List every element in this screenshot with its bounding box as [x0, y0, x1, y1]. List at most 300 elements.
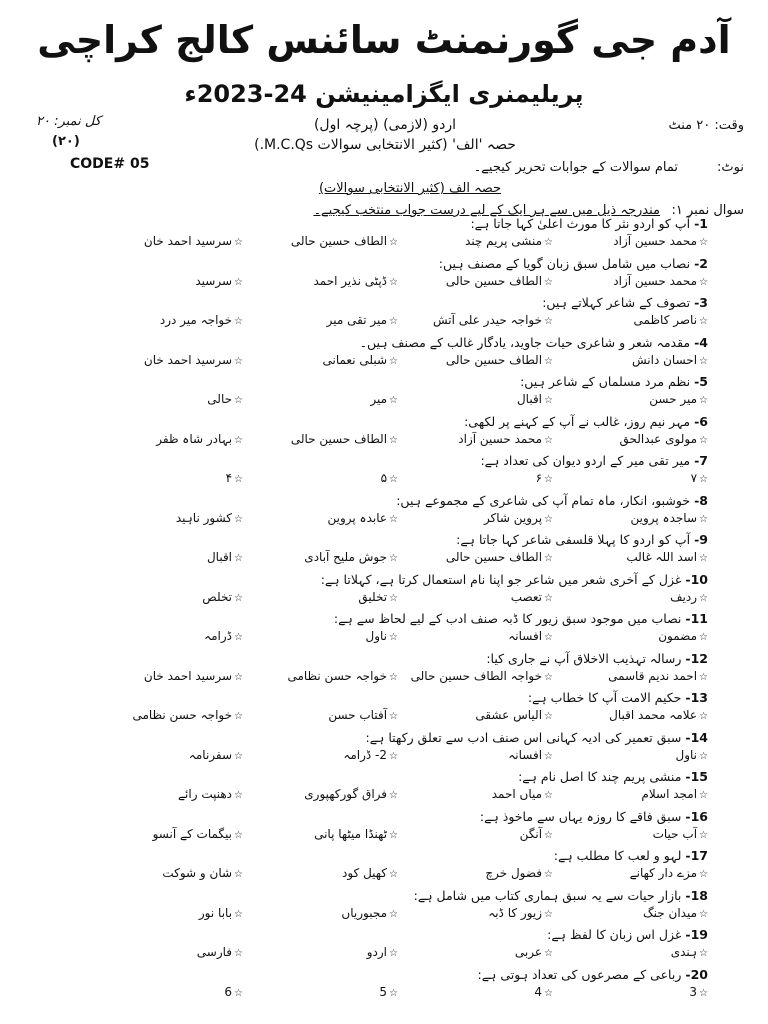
- option-label: اردو: [366, 945, 388, 959]
- answer-option[interactable]: [398, 906, 553, 920]
- option-label: مجبوریاں: [341, 905, 388, 920]
- question-prompt: آپ کو اردو نثر کا مورث اعلیٰ کہا جاتا ہے:: [470, 216, 691, 231]
- answer-option[interactable]: [398, 590, 553, 604]
- question-text: [480, 809, 708, 824]
- star-icon: ☆: [234, 987, 243, 999]
- answer-option[interactable]: [398, 748, 553, 762]
- question-prompt: غزل اس زبان کا لفظ ہے:: [547, 927, 682, 942]
- star-icon: ☆: [234, 869, 243, 880]
- star-icon: ☆: [234, 355, 243, 367]
- star-icon: ☆: [699, 276, 708, 288]
- question-number: 15-: [685, 769, 708, 784]
- options-row: [88, 432, 708, 446]
- question-number: 12-: [685, 650, 708, 666]
- star-icon: ☆: [544, 750, 553, 762]
- answer-option[interactable]: [553, 945, 708, 959]
- answer-option[interactable]: [88, 708, 243, 722]
- option-label: ناول: [365, 629, 388, 643]
- option-label: امجد اسلام: [641, 787, 698, 801]
- options-row: [88, 392, 708, 406]
- star-icon: ☆: [544, 237, 553, 248]
- option-label: مضمون: [658, 629, 698, 643]
- question-text: [528, 690, 708, 705]
- star-icon: ☆: [389, 869, 398, 880]
- option-label: الطاف حسین حالی: [290, 234, 388, 248]
- answer-option[interactable]: [553, 669, 708, 683]
- answer-option[interactable]: [398, 866, 553, 880]
- star-icon: ☆: [234, 513, 243, 525]
- section-heading: حصہ الف (کثیر الانتخابی سوالات): [318, 181, 502, 196]
- options-row: [88, 471, 708, 485]
- option-label: حالی: [207, 392, 233, 406]
- option-label: 5: [379, 984, 388, 999]
- question-prompt: سبق تعمیر کی ادیہ کہانی اس صنف ادب سے تعلق رکھتا ہے:: [365, 729, 682, 745]
- star-icon: ☆: [544, 553, 553, 564]
- answer-option[interactable]: [243, 313, 398, 327]
- answer-option[interactable]: [88, 827, 243, 841]
- star-icon: ☆: [699, 592, 708, 604]
- answer-option[interactable]: [88, 234, 243, 248]
- answer-option[interactable]: [553, 274, 708, 288]
- answer-option[interactable]: [243, 353, 398, 367]
- star-icon: ☆: [389, 316, 398, 327]
- options-row: [88, 353, 708, 367]
- star-icon: ☆: [699, 987, 708, 999]
- star-icon: ☆: [544, 632, 553, 643]
- question-text: [334, 611, 708, 626]
- marks-bracket: (۲۰): [52, 134, 80, 149]
- answer-option[interactable]: [553, 550, 708, 564]
- question-prompt: سبق فاقے کا روزہ یہاں سے ماخوذ ہے:: [479, 808, 682, 824]
- answer-option[interactable]: [398, 787, 553, 801]
- option-label: سرسید احمد خان: [143, 234, 233, 248]
- answer-option[interactable]: [398, 629, 553, 643]
- star-icon: ☆: [544, 355, 553, 367]
- option-label: ردیف: [670, 589, 698, 604]
- question-number: 5-: [694, 374, 708, 389]
- question-number: 6-: [694, 413, 708, 429]
- option-label: کھیل کود: [342, 866, 388, 880]
- answer-option[interactable]: [243, 945, 398, 959]
- question-number: 18-: [685, 887, 708, 903]
- question-list: [0, 216, 768, 1006]
- star-icon: ☆: [389, 711, 398, 722]
- answer-option[interactable]: [243, 629, 398, 643]
- answer-option[interactable]: [398, 945, 553, 959]
- option-label: احمد ندیم قاسمی: [608, 668, 698, 683]
- note-text: تمام سوالات کے جوابات تحریر کیجیے۔: [473, 160, 678, 175]
- answer-option[interactable]: [88, 906, 243, 920]
- option-label: ۶: [535, 471, 543, 485]
- star-icon: ☆: [234, 790, 243, 801]
- star-icon: ☆: [389, 237, 398, 248]
- question-item: [0, 216, 768, 256]
- answer-option[interactable]: [398, 669, 553, 683]
- star-icon: ☆: [234, 592, 243, 604]
- question-item: [0, 256, 768, 296]
- paper-code: CODE# 05: [70, 156, 150, 172]
- option-label: ۴: [225, 471, 233, 485]
- options-row: [88, 550, 708, 564]
- star-icon: ☆: [544, 869, 553, 880]
- college-title: آدم جی گورنمنٹ سائنس کالج کراچی: [37, 18, 731, 62]
- answer-option[interactable]: [88, 313, 243, 327]
- question-prompt: رسالہ تہذیب الاخلاق آپ نے جاری کیا:: [486, 650, 682, 666]
- question-number: 2-: [694, 255, 708, 271]
- answer-option[interactable]: [553, 787, 708, 801]
- options-row: [88, 629, 708, 643]
- answer-option[interactable]: [553, 866, 708, 880]
- answer-option[interactable]: [398, 432, 553, 446]
- question-number: 4-: [694, 334, 708, 350]
- answer-option[interactable]: [243, 432, 398, 446]
- star-icon: ☆: [699, 316, 708, 327]
- star-icon: ☆: [699, 869, 708, 880]
- question-text: [396, 493, 708, 508]
- star-icon: ☆: [234, 237, 243, 248]
- question-text: [456, 532, 708, 547]
- question-prompt: تصوف کے شاعر کہلاتے ہیں:: [542, 295, 691, 310]
- option-label: افسانہ: [508, 629, 543, 643]
- question-text: [480, 453, 708, 468]
- option-label: 3: [689, 984, 698, 999]
- options-row: [88, 511, 708, 525]
- answer-option[interactable]: [88, 748, 243, 762]
- answer-option[interactable]: [243, 471, 398, 485]
- question-item: [0, 374, 768, 414]
- star-icon: ☆: [234, 276, 243, 288]
- star-icon: ☆: [234, 632, 243, 643]
- question-item: [0, 888, 768, 928]
- option-label: 6: [224, 984, 233, 999]
- question-prompt: بازار حیات سے یہ سبق ہماری کتاب میں شامل ہے:: [413, 887, 682, 903]
- star-icon: ☆: [699, 908, 708, 920]
- answer-option[interactable]: [88, 985, 243, 999]
- question-text: [439, 256, 708, 271]
- answer-option[interactable]: [88, 787, 243, 801]
- option-label: فارسی: [196, 945, 233, 959]
- option-label: 2- ڈرامہ: [343, 747, 388, 762]
- question-prompt: نظم مرد مسلماں کے شاعر ہیں:: [520, 374, 691, 389]
- answer-option[interactable]: [553, 590, 708, 604]
- answer-option[interactable]: [398, 234, 553, 248]
- option-label: آنگن: [519, 826, 543, 841]
- question-item: [0, 295, 768, 335]
- option-label: میدان جنگ: [642, 905, 698, 920]
- star-icon: ☆: [699, 237, 708, 248]
- options-row: [88, 787, 708, 801]
- answer-option[interactable]: [553, 432, 708, 446]
- star-icon: ☆: [234, 908, 243, 920]
- option-label: الطاف حسین حالی: [290, 431, 388, 446]
- star-icon: ☆: [234, 711, 243, 722]
- options-row: [88, 590, 708, 604]
- answer-option[interactable]: [553, 906, 708, 920]
- option-label: تعصب: [510, 589, 543, 604]
- answer-option[interactable]: [243, 985, 398, 999]
- question-item: [0, 453, 768, 493]
- note-label: نوٹ:: [717, 160, 744, 175]
- option-label: خواجہ حیدر علی آتش: [432, 313, 543, 327]
- answer-option[interactable]: [243, 787, 398, 801]
- answer-option[interactable]: [553, 234, 708, 248]
- star-icon: ☆: [234, 434, 243, 446]
- option-label: علامہ محمد اقبال: [609, 708, 698, 722]
- option-label: پروین شاکر: [483, 510, 543, 525]
- star-icon: ☆: [234, 316, 243, 327]
- star-icon: ☆: [389, 276, 398, 288]
- answer-option[interactable]: [553, 353, 708, 367]
- answer-option[interactable]: [243, 392, 398, 406]
- star-icon: ☆: [544, 829, 553, 841]
- answer-option[interactable]: [88, 945, 243, 959]
- answer-option[interactable]: [88, 274, 243, 288]
- option-label: میر: [370, 392, 388, 406]
- answer-option[interactable]: [243, 866, 398, 880]
- answer-option[interactable]: [88, 511, 243, 525]
- star-icon: ☆: [699, 434, 708, 446]
- option-label: منشی پریم چند: [465, 234, 543, 248]
- answer-option[interactable]: [88, 669, 243, 683]
- answer-option[interactable]: [243, 511, 398, 525]
- answer-option[interactable]: [398, 313, 553, 327]
- question-item: [0, 690, 768, 730]
- options-row: [88, 669, 708, 683]
- options-row: [88, 827, 708, 841]
- option-label: خواجہ الطاف حسین حالی: [410, 668, 543, 683]
- star-icon: ☆: [699, 474, 708, 485]
- question-text: [365, 730, 708, 745]
- answer-option[interactable]: [88, 353, 243, 367]
- answer-option[interactable]: [398, 392, 553, 406]
- star-icon: ☆: [699, 948, 708, 959]
- option-label: ناول: [675, 747, 698, 762]
- star-icon: ☆: [389, 908, 398, 920]
- answer-option[interactable]: [243, 906, 398, 920]
- answer-option[interactable]: [398, 550, 553, 564]
- question-item: [0, 532, 768, 572]
- question-text: [478, 967, 708, 982]
- question-prompt: مقدمہ شعر و شاعری حیات جاوید، یادگار غالب کے مصنف ہیں۔: [359, 334, 691, 350]
- total-marks: کل نمبر: ۲۰: [36, 114, 101, 129]
- answer-option[interactable]: [553, 827, 708, 841]
- option-label: میاں احمد: [491, 787, 543, 801]
- question-prompt: آپ کو اردو کا پہلا قلسفی شاعر کہا جاتا ہے:: [456, 532, 691, 547]
- star-icon: ☆: [389, 829, 398, 841]
- question-text: [518, 769, 708, 784]
- star-icon: ☆: [544, 395, 553, 406]
- question-number: 11-: [685, 611, 708, 626]
- question-number: 16-: [685, 808, 708, 824]
- option-label: اسد اللہ غالب: [626, 550, 698, 564]
- question-text: [547, 927, 708, 942]
- star-icon: ☆: [699, 790, 708, 801]
- answer-option[interactable]: [553, 748, 708, 762]
- answer-option[interactable]: [243, 708, 398, 722]
- option-label: ڈپٹی نذیر احمد: [313, 273, 388, 288]
- option-label: آب حیات: [652, 826, 698, 841]
- question-text: [520, 374, 708, 389]
- star-icon: ☆: [389, 474, 398, 485]
- star-icon: ☆: [699, 671, 708, 683]
- options-row: [88, 274, 708, 288]
- answer-option[interactable]: [398, 827, 553, 841]
- answer-option[interactable]: [553, 511, 708, 525]
- answer-option[interactable]: [88, 432, 243, 446]
- question-number: 8-: [694, 492, 708, 508]
- options-row: [88, 906, 708, 920]
- option-label: محمد حسین آزاد: [613, 234, 698, 248]
- question-number: 10-: [685, 571, 708, 587]
- answer-option[interactable]: [553, 313, 708, 327]
- star-icon: ☆: [234, 553, 243, 564]
- answer-option[interactable]: [553, 985, 708, 999]
- star-icon: ☆: [234, 750, 243, 762]
- answer-option[interactable]: [398, 985, 553, 999]
- option-label: سرسید احمد خان: [143, 668, 233, 683]
- answer-option[interactable]: [243, 550, 398, 564]
- star-icon: ☆: [389, 513, 398, 525]
- question-item: [0, 848, 768, 888]
- option-label: مزے دار کھانے: [629, 866, 698, 880]
- answer-option[interactable]: [88, 629, 243, 643]
- star-icon: ☆: [234, 395, 243, 406]
- star-icon: ☆: [544, 987, 553, 999]
- answer-option[interactable]: [243, 827, 398, 841]
- question-item: [0, 493, 768, 533]
- option-label: 4: [534, 984, 543, 999]
- star-icon: ☆: [389, 671, 398, 683]
- star-icon: ☆: [389, 750, 398, 762]
- option-label: الطاف حسین حالی: [445, 550, 543, 564]
- star-icon: ☆: [389, 553, 398, 564]
- star-icon: ☆: [699, 750, 708, 762]
- star-icon: ☆: [389, 395, 398, 406]
- answer-option[interactable]: [553, 392, 708, 406]
- star-icon: ☆: [234, 829, 243, 841]
- option-label: عابدہ پروین: [327, 510, 388, 525]
- answer-option[interactable]: [398, 511, 553, 525]
- option-label: فراق گورکھپوری: [304, 787, 388, 801]
- question-number: 13-: [685, 690, 708, 705]
- option-label: محمد حسین آزاد: [458, 431, 543, 446]
- answer-option[interactable]: [243, 748, 398, 762]
- option-label: آفتاب حسن: [328, 708, 388, 722]
- option-label: محمد حسین آزاد: [613, 273, 698, 288]
- answer-option[interactable]: [243, 234, 398, 248]
- answer-option[interactable]: [398, 708, 553, 722]
- answer-option[interactable]: [553, 471, 708, 485]
- star-icon: ☆: [389, 592, 398, 604]
- answer-option[interactable]: [398, 471, 553, 485]
- question-number: 3-: [694, 295, 708, 310]
- option-label: خواجہ حسن نظامی: [132, 708, 233, 722]
- question-number: 14-: [685, 729, 708, 745]
- star-icon: ☆: [544, 671, 553, 683]
- option-label: تخلیق: [358, 589, 388, 604]
- paper-subject: اردو (لازمی) (پرچہ اول): [313, 117, 457, 133]
- options-row: [88, 748, 708, 762]
- option-label: شبلی نعمانی: [322, 352, 388, 367]
- star-icon: ☆: [234, 474, 243, 485]
- option-label: بیگمات کے آنسو: [152, 826, 233, 841]
- star-icon: ☆: [544, 908, 553, 920]
- star-icon: ☆: [389, 987, 398, 999]
- option-label: خواجہ حسن نظامی: [287, 668, 388, 683]
- star-icon: ☆: [234, 948, 243, 959]
- answer-option[interactable]: [88, 392, 243, 406]
- answer-option[interactable]: [88, 866, 243, 880]
- star-icon: ☆: [699, 355, 708, 367]
- option-label: اقبال: [206, 550, 233, 564]
- question-prompt: منشی پریم چند کا اصل نام ہے:: [518, 769, 682, 784]
- options-row: [88, 708, 708, 722]
- answer-option[interactable]: [553, 708, 708, 722]
- answer-option[interactable]: [553, 629, 708, 643]
- question-text: [554, 848, 708, 863]
- question-item: [0, 809, 768, 849]
- answer-option[interactable]: [243, 669, 398, 683]
- question-text: [464, 414, 708, 429]
- question-text: [414, 888, 708, 903]
- question-number: 20-: [685, 966, 708, 982]
- question-prompt: نصاب میں موجود سبق زیور کا ڈبہ صنف ادب کے لیے لحاظ سے ہے:: [333, 611, 682, 626]
- question-prompt: نصاب میں شامل سبق زبان گویا کے مصنف ہیں:: [438, 255, 691, 271]
- question-item: [0, 967, 768, 1007]
- answer-option[interactable]: [88, 471, 243, 485]
- option-label: بہادر شاہ ظفر: [156, 431, 233, 446]
- answer-option[interactable]: [398, 353, 553, 367]
- option-label: دھنپت رائے: [178, 787, 233, 801]
- question-prompt: میر تقی میر کے اردو دیوان کی تعداد ہے:: [480, 453, 691, 468]
- option-label: عربی: [514, 945, 543, 959]
- option-label: اقبال: [516, 392, 543, 406]
- star-icon: ☆: [544, 513, 553, 525]
- question-item: [0, 611, 768, 651]
- question-number: 9-: [694, 532, 708, 547]
- option-label: جوش ملیح آبادی: [304, 550, 388, 564]
- option-label: کشور ناہید: [175, 510, 233, 525]
- question-item: [0, 414, 768, 454]
- answer-option[interactable]: [243, 274, 398, 288]
- option-label: میر تقی میر: [326, 313, 388, 327]
- answer-option[interactable]: [88, 550, 243, 564]
- question-item: [0, 651, 768, 691]
- exam-title: پریلیمنری ایگزامینیشن 24-2023ء: [184, 80, 584, 108]
- options-row: [88, 234, 708, 248]
- option-label: الیاس عشقی: [475, 708, 543, 722]
- star-icon: ☆: [699, 513, 708, 525]
- option-label: سرسید احمد خان: [143, 352, 233, 367]
- answer-option[interactable]: [243, 590, 398, 604]
- star-icon: ☆: [389, 948, 398, 959]
- option-label: خواجہ میر درد: [159, 313, 233, 327]
- star-icon: ☆: [699, 553, 708, 564]
- option-label: الطاف حسین حالی: [445, 273, 543, 288]
- star-icon: ☆: [544, 276, 553, 288]
- option-label: فضول خرچ: [485, 866, 543, 880]
- star-icon: ☆: [699, 395, 708, 406]
- option-label: شان و شوکت: [162, 866, 233, 880]
- question-item: [0, 769, 768, 809]
- time-allowed: وقت: ۲۰ منٹ: [668, 118, 744, 133]
- answer-option[interactable]: [88, 590, 243, 604]
- question-text: [542, 295, 708, 310]
- star-icon: ☆: [544, 790, 553, 801]
- answer-option[interactable]: [398, 274, 553, 288]
- option-label: ساجدہ پروین: [630, 510, 698, 525]
- star-icon: ☆: [699, 711, 708, 722]
